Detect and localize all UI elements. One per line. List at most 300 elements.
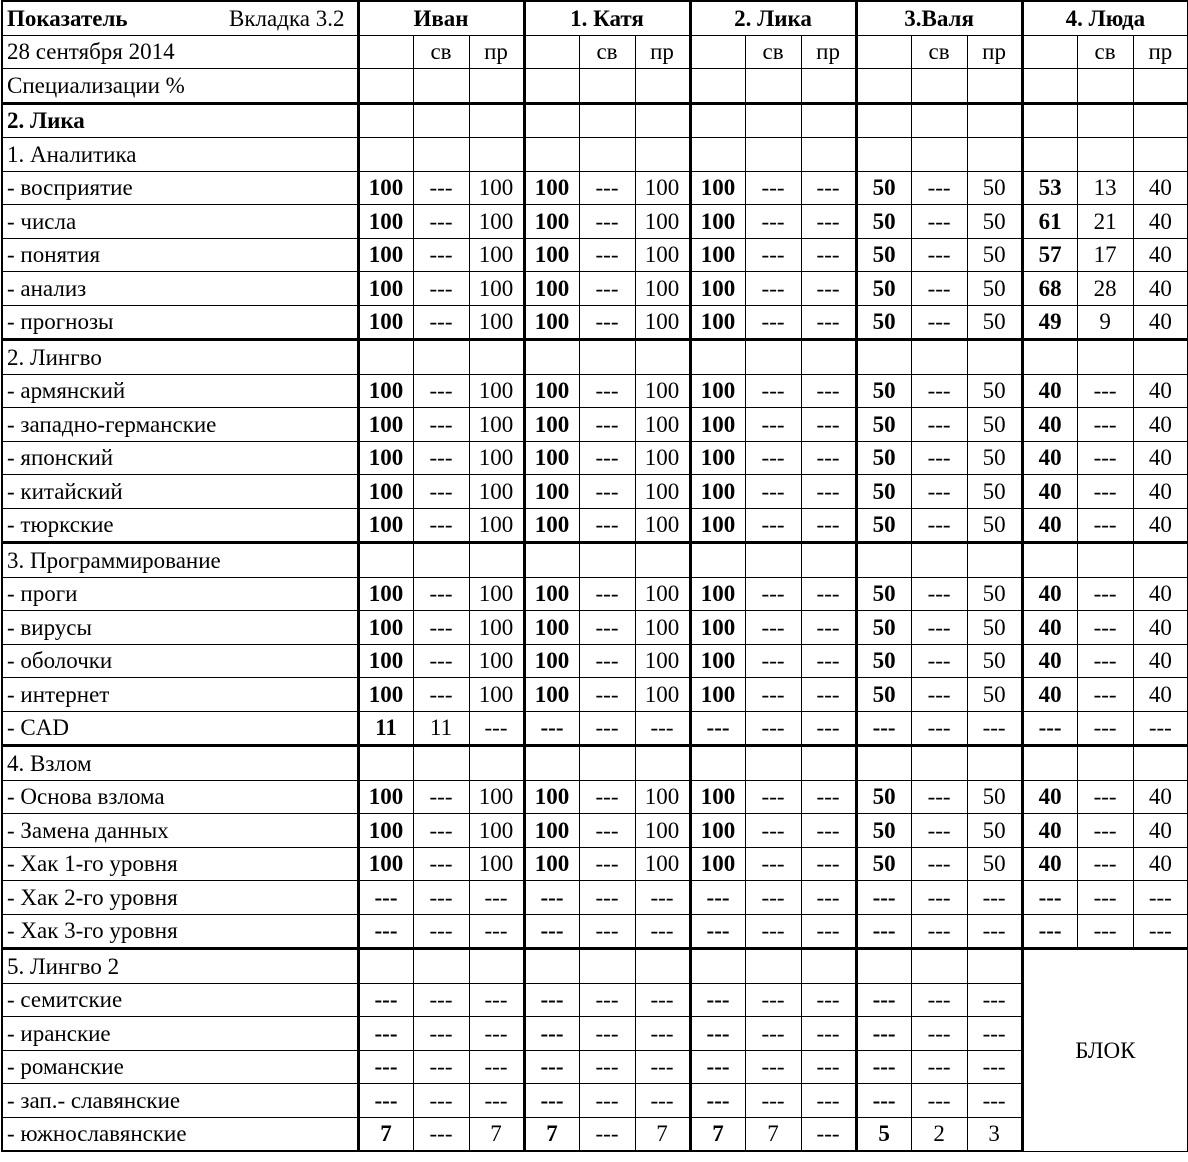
value-cell: ---: [801, 914, 856, 949]
empty-cell: [690, 69, 745, 104]
value-cell: ---: [801, 678, 856, 712]
value-cell: ---: [911, 780, 967, 814]
value-cell: 100: [690, 272, 745, 306]
empty-cell: [358, 69, 413, 104]
person-header-ivan: Иван: [358, 1, 524, 35]
value-cell: 40: [1022, 475, 1077, 509]
empty-cell: [745, 69, 801, 104]
value-cell: ---: [1133, 914, 1188, 949]
value-cell: 40: [1022, 441, 1077, 475]
row-label: - зап.- славянские: [2, 1084, 358, 1118]
value-cell: ---: [911, 881, 967, 915]
value-cell: 100: [469, 441, 524, 475]
value-cell: 100: [524, 611, 579, 645]
empty-cell: [358, 103, 413, 138]
value-cell: ---: [579, 441, 635, 475]
value-cell: ---: [1077, 847, 1133, 881]
value-cell: ---: [967, 1017, 1022, 1051]
value-cell: 100: [358, 408, 413, 442]
empty-cell: [524, 69, 579, 104]
empty-cell: [856, 103, 911, 138]
value-cell: ---: [745, 914, 801, 949]
value-cell: 40: [1022, 508, 1077, 543]
subheader-total-lyuda: [1022, 35, 1077, 69]
value-cell: ---: [1077, 678, 1133, 712]
value-cell: 100: [690, 847, 745, 881]
value-cell: ---: [911, 508, 967, 543]
value-cell: ---: [1077, 374, 1133, 408]
value-cell: ---: [579, 577, 635, 611]
value-cell: 100: [524, 475, 579, 509]
value-cell: ---: [413, 238, 469, 272]
empty-cell: [635, 103, 690, 138]
empty-cell: [745, 138, 801, 172]
value-cell: ---: [635, 1050, 690, 1084]
value-cell: ---: [469, 881, 524, 915]
value-cell: ---: [911, 441, 967, 475]
value-cell: ---: [1022, 914, 1077, 949]
value-cell: 50: [856, 374, 911, 408]
empty-cell: [690, 103, 745, 138]
section-label: 5. Лингво 2: [2, 949, 358, 984]
value-cell: ---: [469, 711, 524, 746]
value-cell: 50: [967, 238, 1022, 272]
value-cell: ---: [801, 780, 856, 814]
value-cell: 100: [524, 305, 579, 340]
value-cell: 50: [967, 611, 1022, 645]
value-cell: 100: [524, 441, 579, 475]
value-cell: 40: [1022, 847, 1077, 881]
value-cell: 40: [1022, 577, 1077, 611]
value-cell: 100: [469, 374, 524, 408]
value-cell: 100: [635, 408, 690, 442]
value-cell: 100: [469, 205, 524, 239]
empty-cell: [745, 949, 801, 984]
value-cell: ---: [856, 881, 911, 915]
empty-cell: [1077, 138, 1133, 172]
value-cell: 100: [635, 847, 690, 881]
empty-cell: [469, 103, 524, 138]
value-cell: 40: [1133, 408, 1188, 442]
value-cell: 100: [358, 678, 413, 712]
value-cell: ---: [801, 847, 856, 881]
row-label: - CAD: [2, 711, 358, 746]
subheader-total-valya: [856, 35, 911, 69]
value-cell: 40: [1022, 374, 1077, 408]
empty-cell: [413, 340, 469, 375]
subheader-pr-lika: пр: [801, 35, 856, 69]
empty-cell: [856, 543, 911, 578]
value-cell: ---: [524, 983, 579, 1017]
value-cell: ---: [745, 814, 801, 848]
value-cell: 40: [1133, 238, 1188, 272]
value-cell: ---: [1133, 711, 1188, 746]
value-cell: 100: [524, 678, 579, 712]
value-cell: 100: [635, 171, 690, 205]
value-cell: ---: [856, 1050, 911, 1084]
value-cell: ---: [745, 780, 801, 814]
value-cell: ---: [967, 1084, 1022, 1118]
value-cell: ---: [801, 305, 856, 340]
value-cell: 100: [524, 238, 579, 272]
empty-cell: [1022, 340, 1077, 375]
value-cell: 40: [1133, 171, 1188, 205]
value-cell: ---: [579, 881, 635, 915]
empty-cell: [801, 746, 856, 781]
value-cell: ---: [579, 914, 635, 949]
empty-cell: [690, 543, 745, 578]
empty-cell: [856, 340, 911, 375]
value-cell: ---: [801, 983, 856, 1017]
value-cell: ---: [579, 1117, 635, 1151]
subheader-sv-valya: св: [911, 35, 967, 69]
row-label: - Хак 3-го уровня: [2, 914, 358, 949]
value-cell: 28: [1077, 272, 1133, 306]
value-cell: ---: [1077, 611, 1133, 645]
value-cell: ---: [358, 983, 413, 1017]
value-cell: ---: [911, 577, 967, 611]
value-cell: ---: [745, 881, 801, 915]
row-label: - восприятие: [2, 171, 358, 205]
value-cell: 100: [469, 475, 524, 509]
value-cell: 9: [1077, 305, 1133, 340]
value-cell: ---: [801, 577, 856, 611]
empty-cell: [469, 746, 524, 781]
value-cell: 100: [358, 475, 413, 509]
value-cell: 40: [1133, 780, 1188, 814]
value-cell: 100: [690, 780, 745, 814]
empty-cell: [524, 138, 579, 172]
value-cell: 100: [524, 205, 579, 239]
value-cell: ---: [579, 611, 635, 645]
empty-cell: [1077, 103, 1133, 138]
value-cell: 100: [358, 644, 413, 678]
value-cell: 17: [1077, 238, 1133, 272]
empty-cell: [801, 69, 856, 104]
value-cell: ---: [579, 205, 635, 239]
value-cell: 100: [635, 272, 690, 306]
empty-cell: [967, 69, 1022, 104]
section-label: 2. Лика: [2, 103, 358, 138]
empty-cell: [635, 340, 690, 375]
value-cell: 100: [469, 611, 524, 645]
value-cell: ---: [1077, 475, 1133, 509]
value-cell: ---: [745, 238, 801, 272]
value-cell: 100: [469, 272, 524, 306]
value-cell: ---: [1077, 711, 1133, 746]
value-cell: ---: [413, 881, 469, 915]
value-cell: ---: [413, 475, 469, 509]
value-cell: 50: [967, 441, 1022, 475]
value-cell: ---: [801, 171, 856, 205]
value-cell: 100: [524, 272, 579, 306]
value-cell: ---: [967, 711, 1022, 746]
row-label: - понятия: [2, 238, 358, 272]
value-cell: ---: [801, 205, 856, 239]
empty-cell: [1022, 138, 1077, 172]
specializations-label: Специализации %: [2, 69, 358, 104]
value-cell: 50: [856, 780, 911, 814]
value-cell: ---: [911, 374, 967, 408]
subheader-pr-katya: пр: [635, 35, 690, 69]
value-cell: ---: [745, 644, 801, 678]
value-cell: ---: [690, 914, 745, 949]
value-cell: 100: [524, 408, 579, 442]
empty-cell: [413, 138, 469, 172]
value-cell: ---: [579, 408, 635, 442]
value-cell: 50: [967, 678, 1022, 712]
value-cell: 50: [967, 305, 1022, 340]
value-cell: 50: [856, 611, 911, 645]
row-label: - южнославянские: [2, 1117, 358, 1151]
empty-cell: [1133, 103, 1188, 138]
empty-cell: [635, 69, 690, 104]
value-cell: 100: [358, 171, 413, 205]
value-cell: 100: [690, 408, 745, 442]
value-cell: ---: [801, 238, 856, 272]
value-cell: ---: [413, 205, 469, 239]
subheader-total-lika: [690, 35, 745, 69]
value-cell: 50: [856, 847, 911, 881]
row-label: - прогнозы: [2, 305, 358, 340]
value-cell: 100: [635, 780, 690, 814]
value-cell: 50: [856, 205, 911, 239]
value-cell: 3: [967, 1117, 1022, 1151]
value-cell: ---: [801, 1117, 856, 1151]
value-cell: 100: [690, 171, 745, 205]
value-cell: ---: [911, 1050, 967, 1084]
value-cell: 100: [358, 272, 413, 306]
value-cell: ---: [690, 983, 745, 1017]
value-cell: 100: [635, 577, 690, 611]
value-cell: ---: [579, 780, 635, 814]
empty-cell: [1133, 543, 1188, 578]
empty-cell: [745, 746, 801, 781]
value-cell: 100: [358, 577, 413, 611]
value-cell: ---: [911, 644, 967, 678]
value-cell: 40: [1133, 814, 1188, 848]
value-cell: ---: [358, 1017, 413, 1051]
row-label: - интернет: [2, 678, 358, 712]
empty-cell: [358, 543, 413, 578]
value-cell: ---: [579, 711, 635, 746]
empty-cell: [967, 949, 1022, 984]
value-cell: ---: [579, 644, 635, 678]
empty-cell: [635, 949, 690, 984]
value-cell: ---: [579, 475, 635, 509]
value-cell: ---: [413, 305, 469, 340]
value-cell: 40: [1022, 644, 1077, 678]
empty-cell: [690, 138, 745, 172]
value-cell: 50: [967, 814, 1022, 848]
empty-cell: [469, 340, 524, 375]
empty-cell: [635, 138, 690, 172]
value-cell: 50: [856, 508, 911, 543]
value-cell: ---: [413, 914, 469, 949]
empty-cell: [911, 340, 967, 375]
row-label: - армянский: [2, 374, 358, 408]
value-cell: ---: [745, 374, 801, 408]
value-cell: ---: [635, 881, 690, 915]
value-cell: ---: [1077, 814, 1133, 848]
value-cell: ---: [745, 577, 801, 611]
value-cell: ---: [524, 1050, 579, 1084]
value-cell: 40: [1133, 272, 1188, 306]
value-cell: ---: [635, 711, 690, 746]
block-label: БЛОК: [1022, 949, 1188, 1152]
value-cell: 40: [1133, 305, 1188, 340]
value-cell: ---: [413, 374, 469, 408]
empty-cell: [1133, 138, 1188, 172]
empty-cell: [690, 746, 745, 781]
value-cell: ---: [1077, 914, 1133, 949]
value-cell: ---: [524, 914, 579, 949]
value-cell: ---: [967, 881, 1022, 915]
value-cell: 100: [358, 205, 413, 239]
value-cell: 50: [856, 305, 911, 340]
value-cell: ---: [1077, 441, 1133, 475]
value-cell: ---: [911, 205, 967, 239]
tab-label: Вкладка 3.2: [229, 5, 345, 31]
value-cell: 100: [524, 374, 579, 408]
value-cell: 7: [469, 1117, 524, 1151]
header-title-cell: [2, 1, 358, 35]
value-cell: ---: [579, 814, 635, 848]
value-cell: 100: [635, 814, 690, 848]
value-cell: ---: [911, 305, 967, 340]
row-label: - иранские: [2, 1017, 358, 1051]
value-cell: 100: [690, 205, 745, 239]
value-cell: 50: [967, 508, 1022, 543]
empty-cell: [1133, 746, 1188, 781]
value-cell: 40: [1133, 374, 1188, 408]
value-cell: 57: [1022, 238, 1077, 272]
empty-cell: [524, 543, 579, 578]
value-cell: ---: [911, 914, 967, 949]
value-cell: 50: [856, 408, 911, 442]
empty-cell: [413, 69, 469, 104]
value-cell: ---: [358, 881, 413, 915]
empty-cell: [801, 949, 856, 984]
value-cell: 40: [1022, 408, 1077, 442]
value-cell: 100: [358, 814, 413, 848]
section-label: 1. Аналитика: [2, 138, 358, 172]
value-cell: 50: [967, 171, 1022, 205]
report-date: 28 сентября 2014: [2, 35, 358, 69]
value-cell: 40: [1133, 205, 1188, 239]
value-cell: ---: [801, 408, 856, 442]
value-cell: ---: [745, 305, 801, 340]
value-cell: ---: [635, 1084, 690, 1118]
row-label: - западно-германские: [2, 408, 358, 442]
value-cell: ---: [579, 508, 635, 543]
value-cell: ---: [745, 711, 801, 746]
empty-cell: [469, 69, 524, 104]
value-cell: 40: [1022, 780, 1077, 814]
row-label: - Замена данных: [2, 814, 358, 848]
value-cell: ---: [801, 1050, 856, 1084]
value-cell: ---: [413, 847, 469, 881]
indicators-table: [1, 0, 1188, 1152]
row-label: - романские: [2, 1050, 358, 1084]
value-cell: 7: [358, 1117, 413, 1151]
empty-cell: [358, 949, 413, 984]
person-header-lika: 2. Лика: [690, 1, 856, 35]
value-cell: ---: [469, 1017, 524, 1051]
value-cell: 100: [690, 374, 745, 408]
value-cell: ---: [579, 678, 635, 712]
value-cell: ---: [801, 881, 856, 915]
value-cell: 100: [690, 441, 745, 475]
value-cell: ---: [413, 272, 469, 306]
value-cell: 11: [358, 711, 413, 746]
value-cell: ---: [413, 644, 469, 678]
value-cell: ---: [801, 508, 856, 543]
value-cell: 100: [358, 441, 413, 475]
value-cell: ---: [745, 1084, 801, 1118]
value-cell: ---: [690, 1017, 745, 1051]
empty-cell: [856, 746, 911, 781]
value-cell: ---: [524, 1017, 579, 1051]
value-cell: ---: [469, 1084, 524, 1118]
indicator-label: Показатель: [7, 5, 128, 31]
value-cell: 100: [690, 238, 745, 272]
value-cell: ---: [745, 678, 801, 712]
empty-cell: [911, 138, 967, 172]
row-label: - Хак 1-го уровня: [2, 847, 358, 881]
value-cell: 50: [856, 238, 911, 272]
value-cell: ---: [690, 1084, 745, 1118]
empty-cell: [745, 543, 801, 578]
value-cell: ---: [1077, 780, 1133, 814]
value-cell: ---: [911, 711, 967, 746]
value-cell: 100: [469, 508, 524, 543]
value-cell: ---: [579, 847, 635, 881]
empty-cell: [911, 949, 967, 984]
value-cell: ---: [358, 1050, 413, 1084]
subheader-pr-lyuda: пр: [1133, 35, 1188, 69]
value-cell: ---: [801, 1084, 856, 1118]
value-cell: 40: [1133, 577, 1188, 611]
empty-cell: [801, 340, 856, 375]
empty-cell: [1077, 543, 1133, 578]
value-cell: ---: [579, 1084, 635, 1118]
subheader-sv-ivan: св: [413, 35, 469, 69]
value-cell: 50: [967, 577, 1022, 611]
empty-cell: [579, 746, 635, 781]
value-cell: ---: [745, 408, 801, 442]
value-cell: 100: [635, 644, 690, 678]
value-cell: ---: [801, 814, 856, 848]
value-cell: 100: [358, 374, 413, 408]
value-cell: ---: [690, 711, 745, 746]
empty-cell: [856, 69, 911, 104]
value-cell: 50: [856, 441, 911, 475]
empty-cell: [469, 543, 524, 578]
value-cell: ---: [579, 1050, 635, 1084]
empty-cell: [524, 340, 579, 375]
subheader-pr-ivan: пр: [469, 35, 524, 69]
empty-cell: [413, 103, 469, 138]
empty-cell: [1022, 543, 1077, 578]
value-cell: ---: [801, 611, 856, 645]
value-cell: ---: [579, 272, 635, 306]
value-cell: 50: [967, 644, 1022, 678]
value-cell: 40: [1133, 847, 1188, 881]
value-cell: 40: [1133, 611, 1188, 645]
empty-cell: [911, 103, 967, 138]
value-cell: 50: [967, 205, 1022, 239]
